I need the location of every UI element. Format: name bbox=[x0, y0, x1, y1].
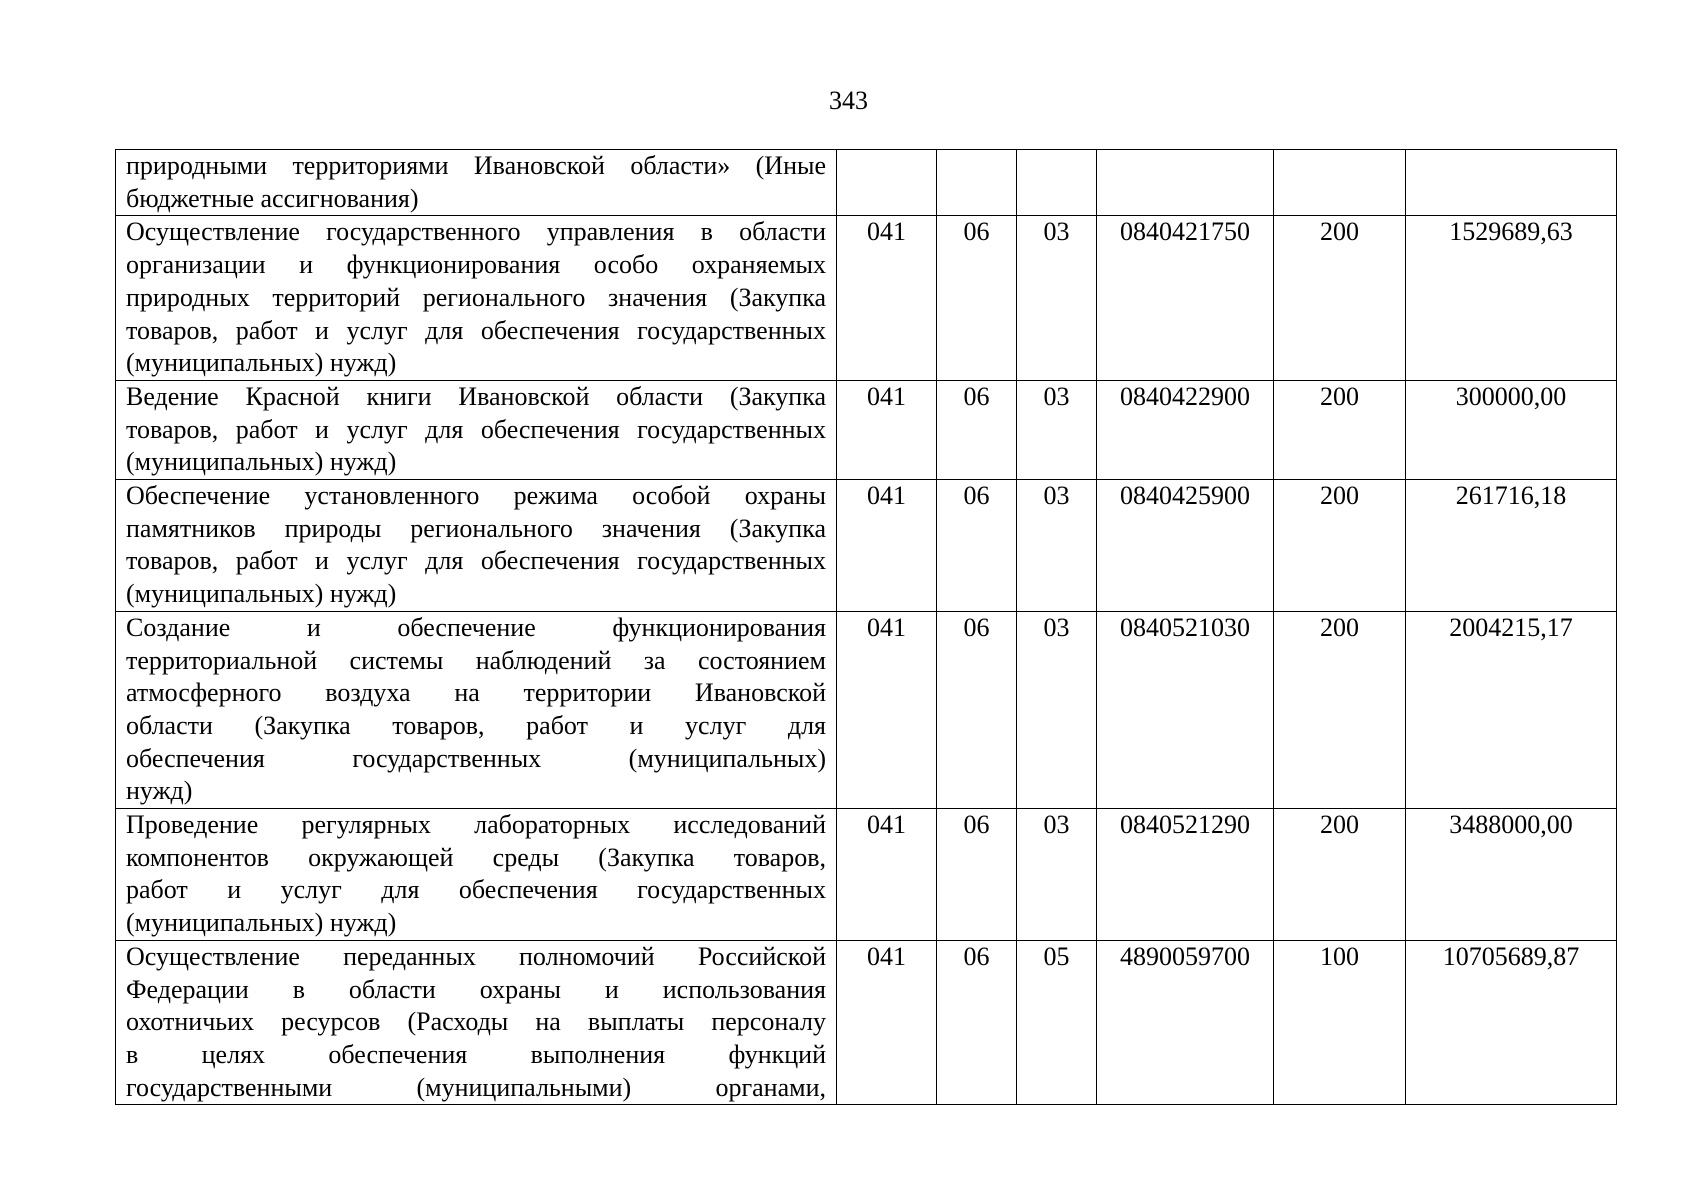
table-row bbox=[116, 216, 1617, 381]
description-cell bbox=[116, 809, 837, 941]
section-code-cell: 06 bbox=[937, 380, 1017, 479]
ministry-code-cell: 041 bbox=[837, 480, 937, 612]
budget-table bbox=[115, 149, 1617, 1105]
expense-type-cell: 100 bbox=[1274, 940, 1406, 1105]
expense-type-cell: 200 bbox=[1274, 809, 1406, 941]
description-line: памятников природы регионального значения (Закупка bbox=[126, 513, 826, 543]
target-item-cell: 0840422900 bbox=[1097, 380, 1274, 479]
description-line: охотничьих ресурсов (Расходы на выплаты персоналу bbox=[126, 1007, 826, 1037]
ministry-code-cell bbox=[837, 150, 937, 216]
target-item-cell: 0840521030 bbox=[1097, 611, 1274, 808]
subsection-code-cell: 03 bbox=[1017, 480, 1097, 612]
expense-type-cell bbox=[1274, 150, 1406, 216]
subsection-code-cell: 03 bbox=[1017, 380, 1097, 479]
ministry-code-cell: 041 bbox=[837, 611, 937, 808]
amount-cell: 300000,00 bbox=[1406, 380, 1617, 479]
description-line: природными территориями Ивановской области» (Иные bbox=[126, 151, 826, 180]
description-line: обеспечения государственных (муниципальных) bbox=[126, 743, 826, 773]
section-code-cell: 06 bbox=[937, 611, 1017, 808]
budget-table-body bbox=[116, 150, 1617, 1105]
description-line: бюджетные ассигнования) bbox=[126, 183, 419, 213]
target-item-cell: 0840521290 bbox=[1097, 809, 1274, 941]
ministry-code-cell: 041 bbox=[837, 216, 937, 381]
target-item-cell: 0840425900 bbox=[1097, 480, 1274, 612]
description-line: (муниципальных) нужд) bbox=[126, 908, 397, 938]
ministry-code-cell: 041 bbox=[837, 380, 937, 479]
description-cell bbox=[116, 940, 837, 1105]
description-line: атмосферного воздуха на территории Ивановской bbox=[126, 678, 826, 708]
description-cell bbox=[116, 380, 837, 479]
subsection-code-cell: 03 bbox=[1017, 809, 1097, 941]
page-number: 343 bbox=[829, 86, 868, 115]
expense-type-cell: 200 bbox=[1274, 380, 1406, 479]
description-line: товаров, работ и услуг для обеспечения государственных bbox=[126, 414, 826, 444]
target-item-cell: 0840421750 bbox=[1097, 216, 1274, 381]
description-line: государственными (муниципальными) органами, bbox=[126, 1072, 826, 1102]
amount-cell: 1529689,63 bbox=[1406, 216, 1617, 381]
amount-cell: 3488000,00 bbox=[1406, 809, 1617, 941]
table-row bbox=[116, 940, 1617, 1105]
section-code-cell: 06 bbox=[937, 940, 1017, 1105]
table-row bbox=[116, 809, 1617, 941]
description-line: в целях обеспечения выполнения функций bbox=[126, 1039, 826, 1069]
description-line: (муниципальных) нужд) bbox=[126, 348, 397, 378]
description-cell bbox=[116, 480, 837, 612]
section-code-cell: 06 bbox=[937, 216, 1017, 381]
description-line: товаров, работ и услуг для обеспечения государственных bbox=[126, 315, 826, 345]
description-line: Проведение регулярных лабораторных исследований bbox=[126, 810, 826, 840]
description-line: Создание и обеспечение функционирования bbox=[126, 612, 826, 642]
description-cell bbox=[116, 216, 837, 381]
ministry-code-cell: 041 bbox=[837, 940, 937, 1105]
ministry-code-cell: 041 bbox=[837, 809, 937, 941]
description-line: Обеспечение установленного режима особой охраны bbox=[126, 481, 826, 511]
description-line: (муниципальных) нужд) bbox=[126, 579, 397, 609]
table-row bbox=[116, 380, 1617, 479]
description-line: Осуществление переданных полномочий Российской bbox=[126, 941, 826, 971]
table-row bbox=[116, 480, 1617, 612]
target-item-cell: 4890059700 bbox=[1097, 940, 1274, 1105]
section-code-cell: 06 bbox=[937, 480, 1017, 612]
amount-cell: 2004215,17 bbox=[1406, 611, 1617, 808]
table-row bbox=[116, 611, 1617, 808]
expense-type-cell: 200 bbox=[1274, 611, 1406, 808]
subsection-code-cell: 03 bbox=[1017, 216, 1097, 381]
expense-type-cell: 200 bbox=[1274, 216, 1406, 381]
description-line: Ведение Красной книги Ивановской области (Закупка bbox=[126, 381, 826, 411]
section-code-cell: 06 bbox=[937, 809, 1017, 941]
description-cell bbox=[116, 611, 837, 808]
table-row bbox=[116, 150, 1617, 216]
description-line: Осуществление государственного управления в области bbox=[126, 217, 826, 247]
description-line: нужд) bbox=[126, 776, 193, 806]
description-line: природных территорий регионального значения (Закупка bbox=[126, 282, 826, 312]
description-line: Федерации в области охраны и использования bbox=[126, 974, 826, 1004]
description-line: (муниципальных) нужд) bbox=[126, 447, 397, 477]
expense-type-cell: 200 bbox=[1274, 480, 1406, 612]
section-code-cell bbox=[937, 150, 1017, 216]
description-cell bbox=[116, 150, 837, 216]
description-line: работ и услуг для обеспечения государственных bbox=[126, 875, 826, 905]
amount-cell: 10705689,87 bbox=[1406, 940, 1617, 1105]
description-line: компонентов окружающей среды (Закупка товаров, bbox=[126, 842, 826, 872]
description-line: территориальной системы наблюдений за состоянием bbox=[126, 645, 826, 675]
subsection-code-cell: 03 bbox=[1017, 611, 1097, 808]
description-line: области (Закупка товаров, работ и услуг для bbox=[126, 710, 826, 740]
target-item-cell bbox=[1097, 150, 1274, 216]
amount-cell: 261716,18 bbox=[1406, 480, 1617, 612]
amount-cell bbox=[1406, 150, 1617, 216]
subsection-code-cell bbox=[1017, 150, 1097, 216]
description-line: товаров, работ и услуг для обеспечения государственных bbox=[126, 546, 826, 576]
subsection-code-cell: 05 bbox=[1017, 940, 1097, 1105]
description-line: организации и функционирования особо охраняемых bbox=[126, 250, 826, 280]
